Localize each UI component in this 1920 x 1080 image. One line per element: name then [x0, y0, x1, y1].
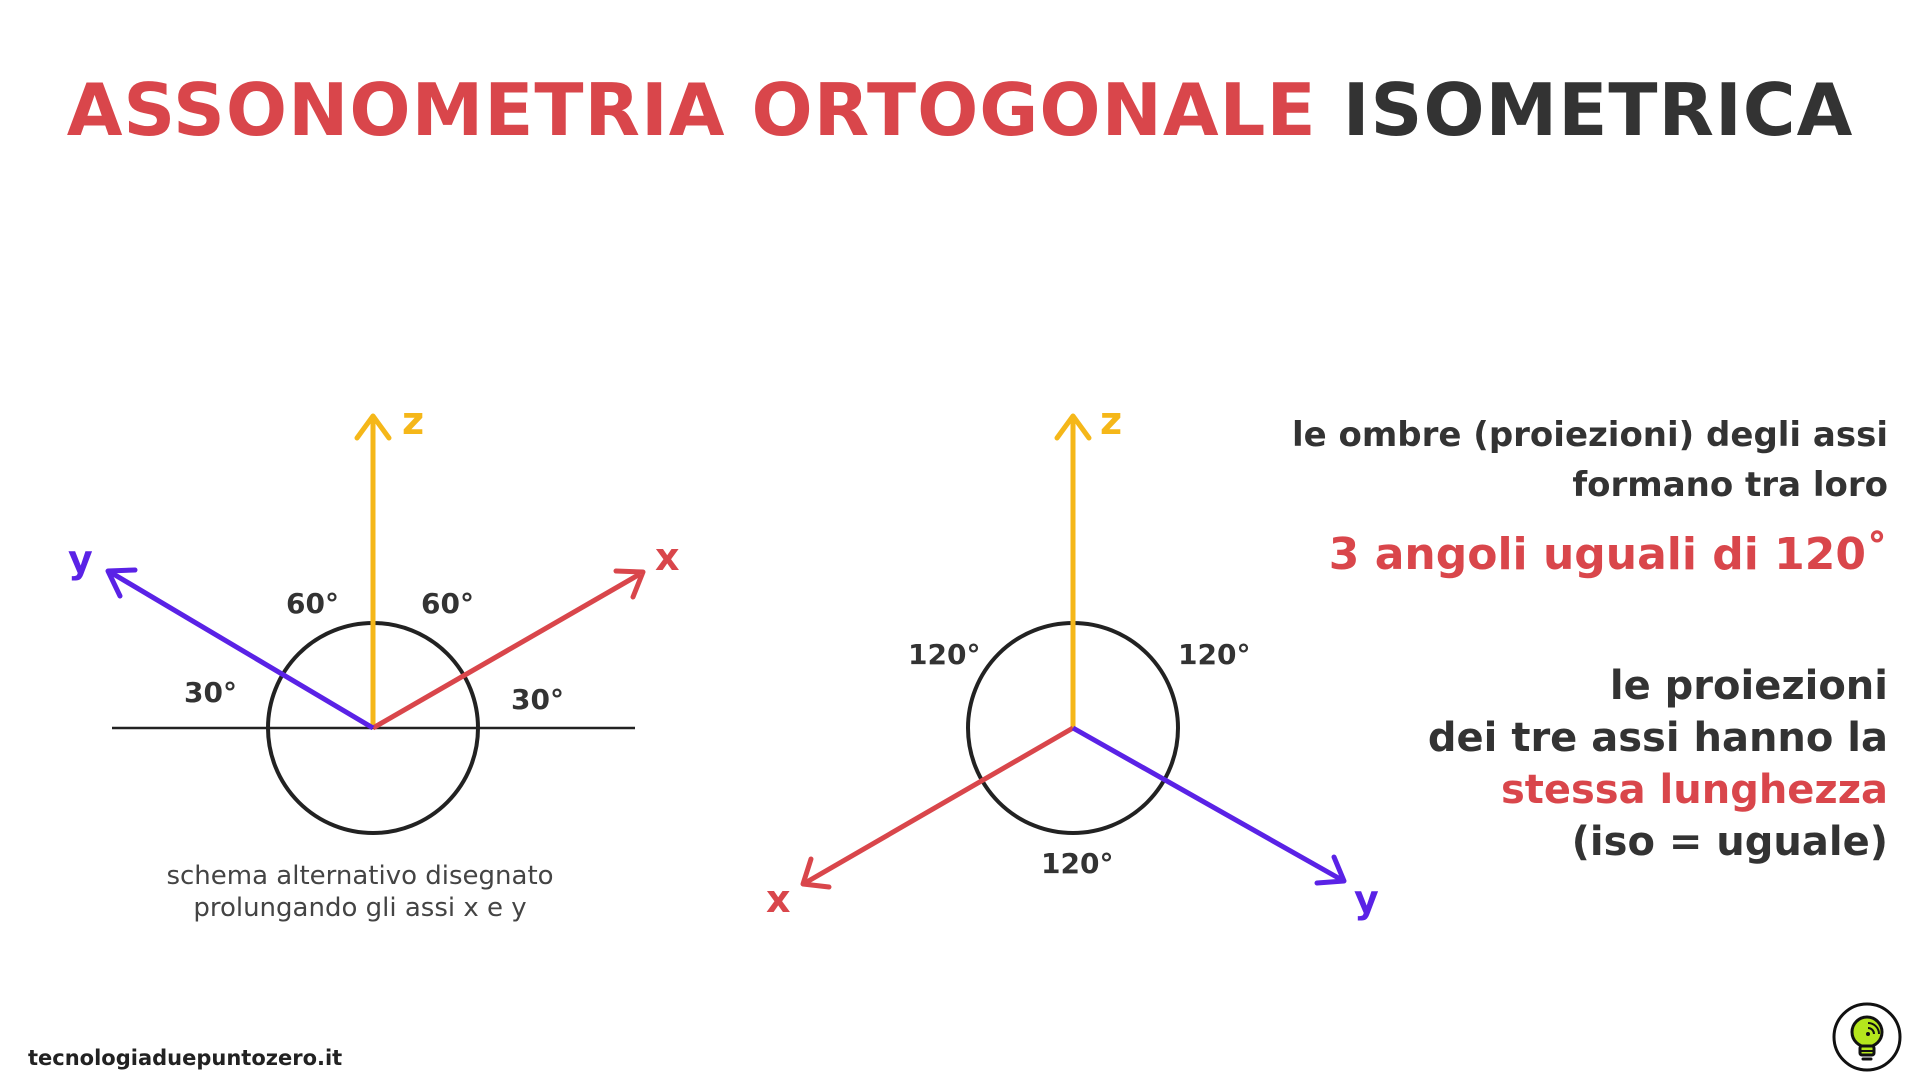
left-diagram-caption [100, 860, 620, 924]
angle-label-30-left: 30° [184, 676, 237, 709]
angle-label-60-right: 60° [421, 587, 474, 620]
angle-label-30-right: 30° [511, 683, 564, 716]
x-axis [373, 574, 640, 728]
explanation-block-1 [1248, 410, 1888, 510]
explanation-block-2 [1248, 660, 1888, 868]
explanation-line1: le ombre (proiezioni) degli assi [1291, 415, 1888, 455]
z-axis-label: z [402, 399, 425, 443]
left-diagram [68, 399, 680, 833]
angle-label-120-bottom: 120° [1041, 847, 1114, 880]
angle-label-60-left: 60° [286, 587, 339, 620]
z-axis-label: z [1100, 399, 1123, 443]
explanation-p2-line4: (iso = uguale) [1571, 819, 1888, 865]
title-part1: ASSONOMETRIA ORTOGONALE [66, 68, 1317, 152]
explanation-line2: formano tra loro [1572, 465, 1888, 505]
caption-line2: prolungando gli assi x e y [193, 893, 527, 923]
x-axis-label: x [766, 877, 791, 921]
footer-site-link[interactable]: tecnologiaduepuntozero.it [28, 1046, 343, 1070]
lightbulb-logo-icon [1832, 1002, 1902, 1072]
caption-line1: schema alternativo disegnato [166, 861, 554, 891]
explanation-p2-line1: le proiezioni [1609, 663, 1888, 709]
title-part2: ISOMETRICA [1342, 68, 1854, 152]
x-axis [805, 728, 1073, 883]
explanation-p2-line2: dei tre assi hanno la [1427, 715, 1888, 761]
angle-label-120-left: 120° [908, 638, 981, 671]
y-axis-label: y [68, 537, 93, 581]
y-axis-label: y [1354, 877, 1379, 921]
angle-label-120-right: 120° [1178, 638, 1251, 671]
explanation-highlight: 3 angoli uguali di 120˚ [1328, 529, 1888, 580]
x-axis-label: x [655, 535, 680, 579]
explanation-p2-highlight: stessa lunghezza [1500, 767, 1888, 813]
